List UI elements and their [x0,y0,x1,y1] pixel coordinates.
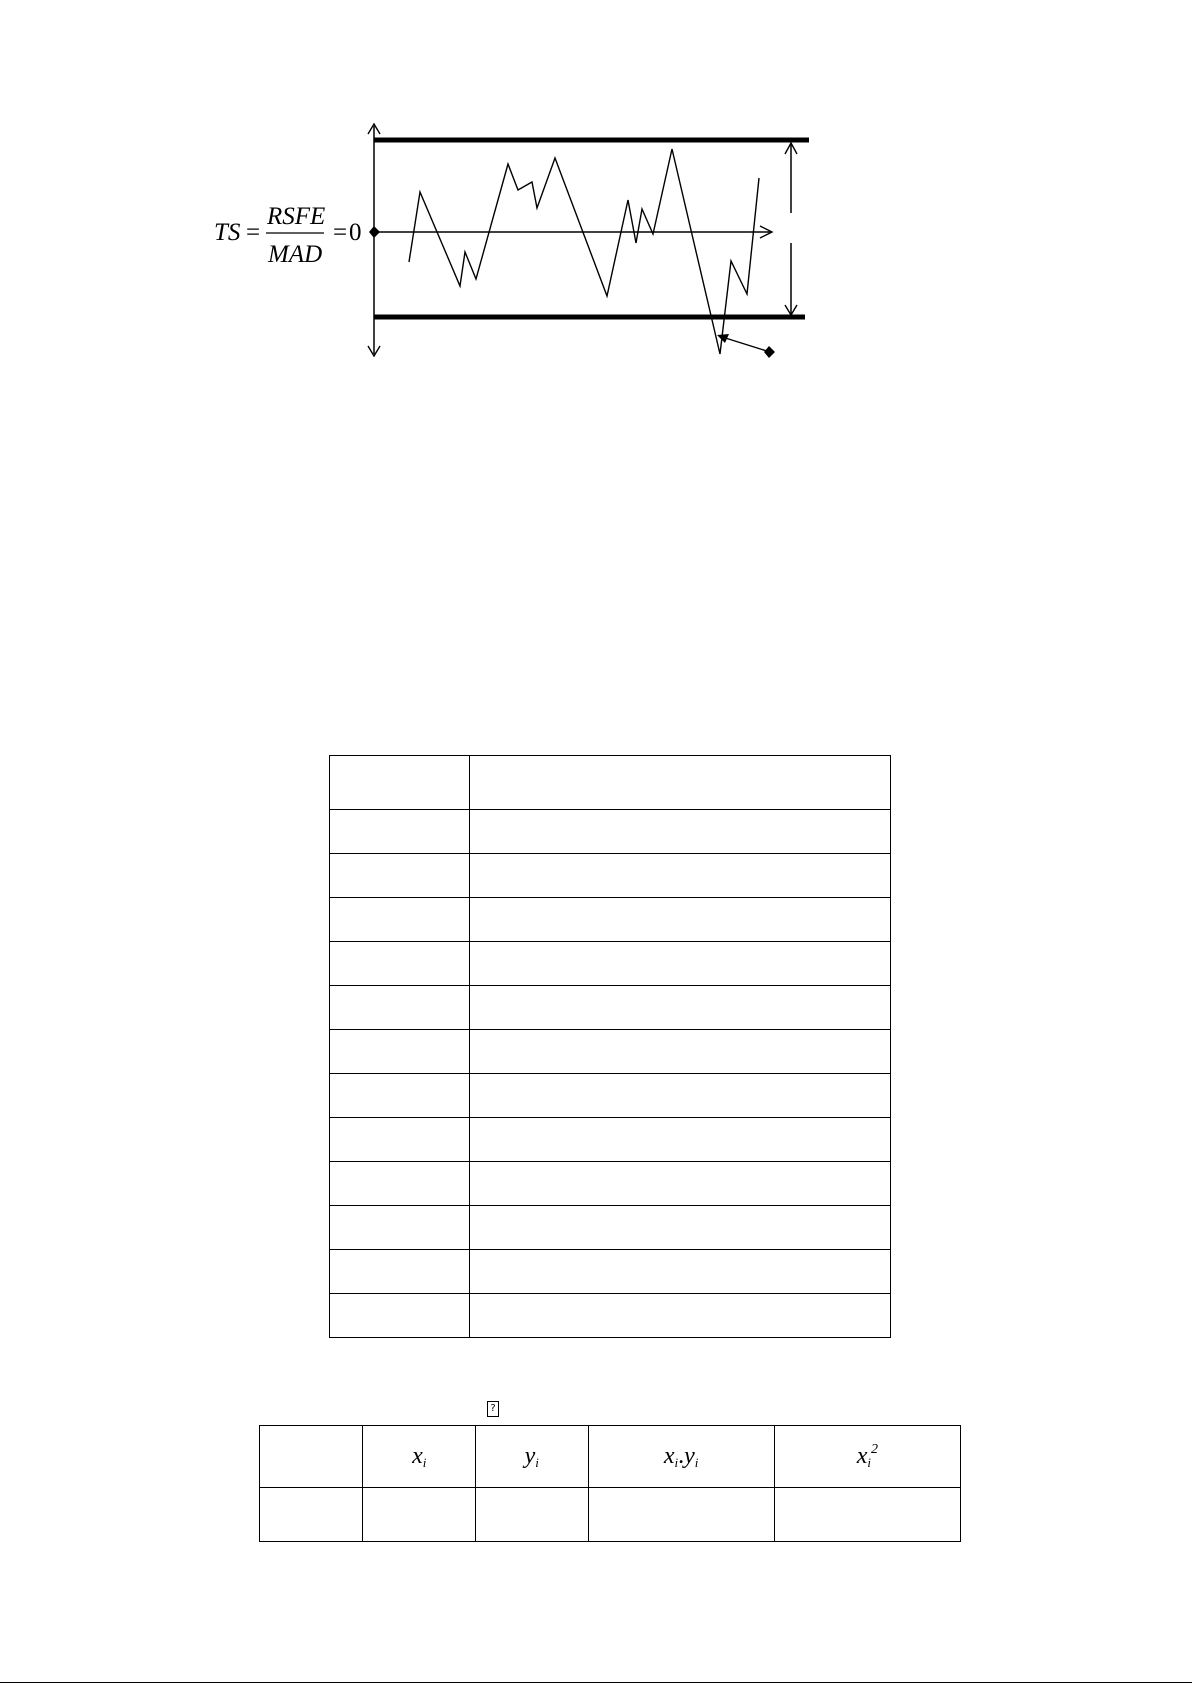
table-row [330,1074,891,1118]
table-cell [470,854,891,898]
table-cell [330,942,470,986]
header-xi-squared: $x_i^2$ [774,1426,960,1488]
formula [214,203,362,268]
table-row [330,854,891,898]
table-cell [470,942,891,986]
table-row [330,810,891,854]
header-xi: $x_i$ [363,1426,476,1488]
table-row [330,1162,891,1206]
table-cell [330,1250,470,1294]
table-cell [470,756,891,810]
table-row [330,1030,891,1074]
tracking-signal-diagram [0,0,1192,400]
table-row [330,756,891,810]
table-cell [774,1488,960,1542]
origin-diamond-icon [369,226,380,238]
page-bottom-rule [0,1682,1192,1683]
table-cell [476,1488,589,1542]
table-header-row [260,1426,961,1488]
table-row [330,1250,891,1294]
table-cell [470,1074,891,1118]
missing-glyph-icon: ? [487,1401,499,1417]
table-cell [330,756,470,810]
table-cell [330,1118,470,1162]
table-cell [330,810,470,854]
table-cell [330,1074,470,1118]
regression-table [259,1425,961,1542]
table-cell [330,1294,470,1338]
table-cell [470,898,891,942]
formula-denominator: MAD [268,241,323,268]
table-cell [470,1250,891,1294]
header-yi: $y_i$ [476,1426,589,1488]
table-cell [470,1162,891,1206]
table-row [330,986,891,1030]
formula-equals-2: = [333,219,348,246]
formula-rhs: 0 [349,219,362,246]
tracking-signal-line [409,149,759,354]
table-row [330,942,891,986]
table-cell [470,1206,891,1250]
table-row [330,898,891,942]
header-xi-times-yi: $x_i.y_i$ [588,1426,774,1488]
callout-diamond-icon [764,346,775,358]
empty-table [329,755,891,1338]
table-row [330,1206,891,1250]
table-cell [470,986,891,1030]
table-cell [588,1488,774,1542]
out-of-control-callout [717,334,775,358]
table-cell [330,898,470,942]
table-cell [363,1488,476,1542]
table-header-cell [260,1426,363,1488]
vertical-axis [368,124,380,356]
table-row [260,1488,961,1542]
table-row [330,1118,891,1162]
horizontal-axis [369,226,772,238]
table-cell [260,1488,363,1542]
table-cell [330,854,470,898]
table-cell [330,986,470,1030]
formula-numerator: RSFE [267,203,326,230]
table-cell [330,1206,470,1250]
table-row [330,1294,891,1338]
table-cell [330,1030,470,1074]
table-cell [470,1294,891,1338]
table-cell [330,1162,470,1206]
table-cell [470,1118,891,1162]
formula-lhs: TS [214,219,241,246]
limit-range-arrow [785,143,797,315]
formula-equals-1: = [246,219,261,246]
table-cell [470,1030,891,1074]
table-cell [470,810,891,854]
